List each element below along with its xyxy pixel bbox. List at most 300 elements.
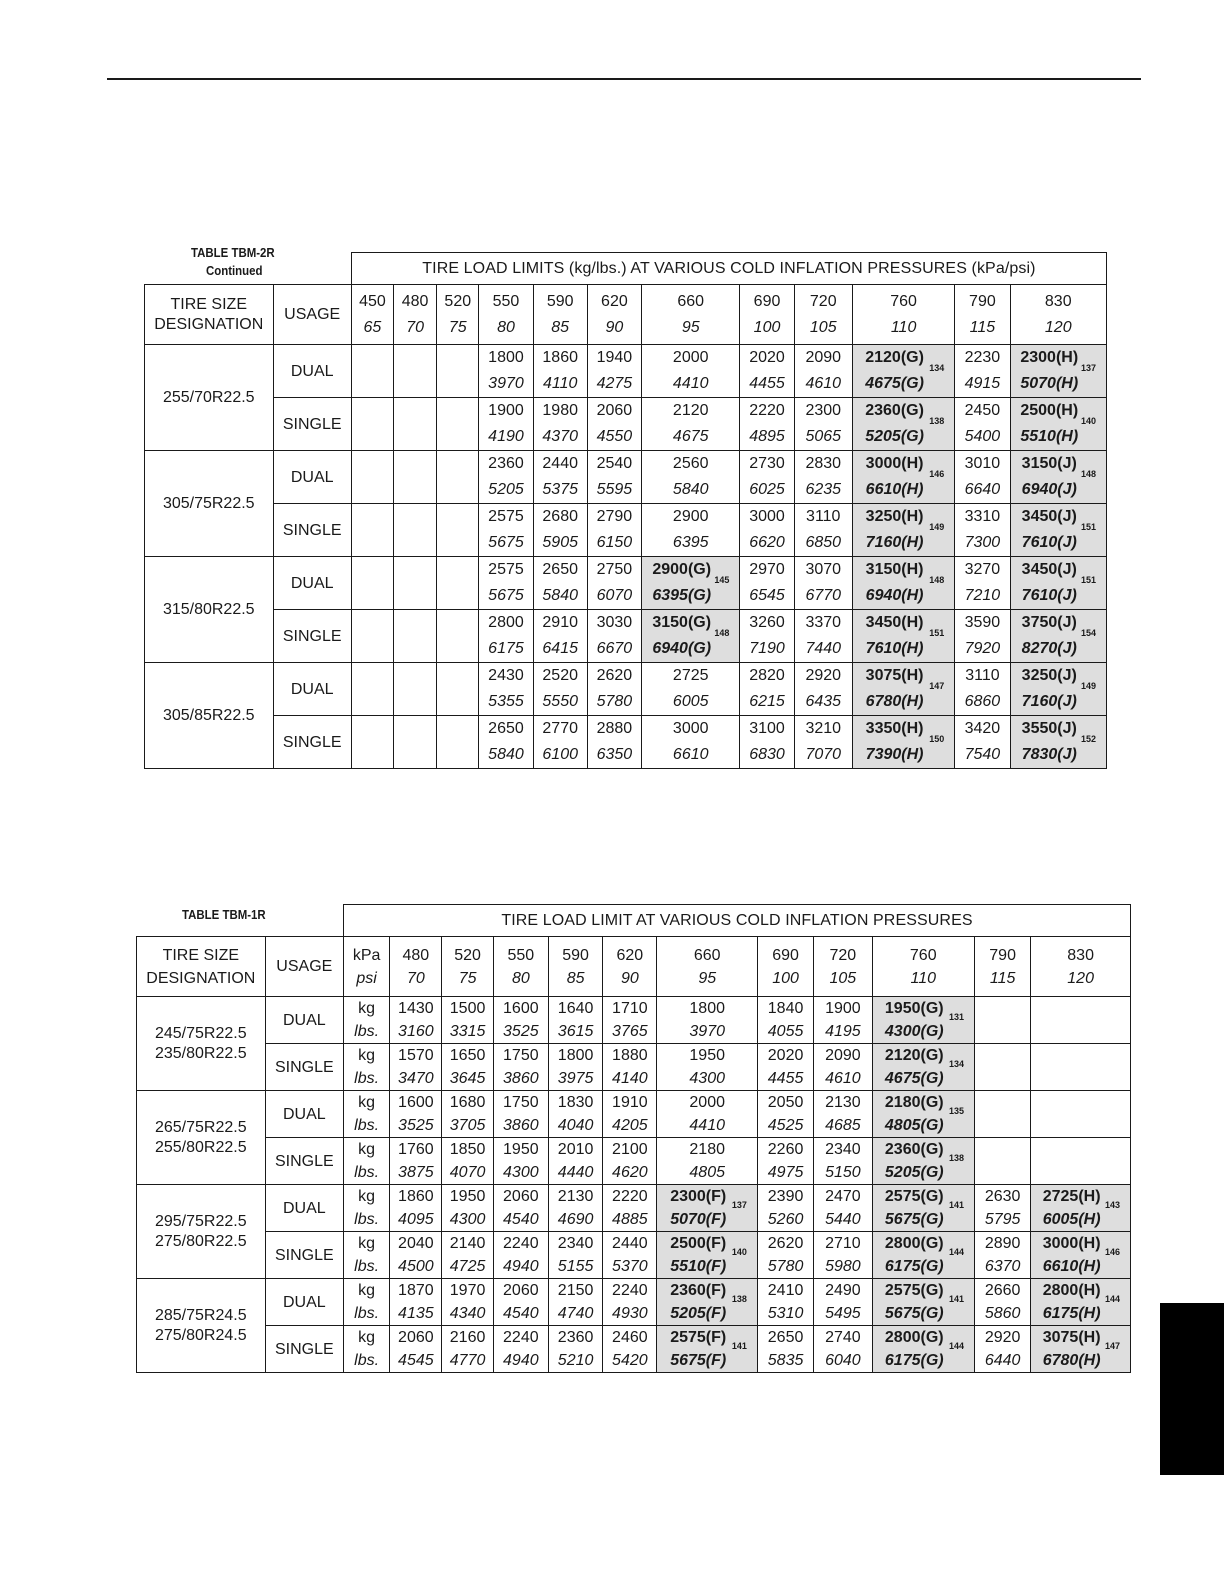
pressure-header: [1010, 285, 1106, 345]
load-cell: [548, 1091, 602, 1138]
load-kg: 2360(G): [865, 402, 924, 419]
load-kg: 3000(H): [1042, 1235, 1101, 1252]
section-thumb-tab: [1160, 1303, 1224, 1475]
load-kg: 2830: [805, 455, 842, 472]
load-kg: 2430: [488, 667, 524, 684]
load-kg: 3075(H): [865, 667, 924, 684]
load-lbs: 4095: [398, 1211, 434, 1228]
load-lbs: 4895: [749, 428, 785, 445]
load-cell: [852, 451, 954, 504]
load-kg: 1500: [449, 1000, 486, 1017]
load-kg: 1650: [449, 1047, 486, 1064]
load-lbs: 4545: [398, 1352, 434, 1369]
load-kg: 2050: [767, 1094, 804, 1111]
load-cell: [1031, 1091, 1131, 1138]
load-lbs: 5400: [964, 428, 1001, 445]
table-tbm2r: [144, 252, 1107, 769]
load-cell: [794, 504, 852, 557]
load-cell: [493, 1138, 548, 1185]
load-kg: 1900: [488, 402, 524, 419]
load-cell: [1031, 1232, 1131, 1279]
load-cell: [1010, 716, 1106, 769]
load-cell: [603, 1138, 657, 1185]
load-kg: 3450(H): [865, 614, 924, 631]
load-cell: [437, 716, 479, 769]
load-kg: 2740: [825, 1329, 861, 1346]
load-cell: [442, 1044, 493, 1091]
pressure-kpa: 760: [890, 292, 917, 310]
load-lbs: 5370: [612, 1258, 648, 1275]
load-cell: [1031, 1044, 1131, 1091]
tire-size-2: 255/80R22.5: [154, 1138, 247, 1156]
load-kg: 2575(F): [670, 1329, 727, 1346]
load-lbs: 6395: [672, 534, 709, 551]
load-cell: [642, 504, 740, 557]
load-kg: 2360(F): [670, 1282, 727, 1299]
load-lbs: 5065: [805, 428, 842, 445]
load-cell: [657, 1091, 757, 1138]
load-lbs: 4540: [503, 1305, 539, 1322]
load-lbs: 4940: [503, 1352, 539, 1369]
load-cell: [657, 1326, 757, 1373]
load-cell: [442, 1232, 493, 1279]
load-cell: [740, 557, 794, 610]
footnote-ref: 134: [929, 363, 945, 373]
load-lbs: 4940: [503, 1258, 539, 1275]
load-kg: 3250(J): [1021, 667, 1077, 684]
table-row: [137, 997, 1131, 1044]
pressure-kpa: 550: [492, 292, 520, 310]
load-kg: 1970: [449, 1282, 486, 1299]
load-lbs: 3525: [503, 1023, 539, 1040]
load-cell: [603, 1185, 657, 1232]
unit-cell: [344, 1326, 390, 1373]
tire-size-2: 275/80R24.5: [154, 1326, 247, 1344]
load-cell: [872, 1185, 974, 1232]
caption-line-2: Continued: [205, 263, 263, 278]
load-lbs: 3970: [488, 375, 524, 392]
load-cell: [548, 1279, 602, 1326]
unit-kg: kg: [358, 1094, 376, 1111]
load-kg: 3150(H): [865, 561, 924, 578]
usage-cell: DUAL: [265, 1091, 343, 1138]
load-kg: 2180(G): [884, 1094, 944, 1111]
load-cell: [974, 1279, 1030, 1326]
load-kg: 2090: [825, 1047, 861, 1064]
load-lbs: 4135: [398, 1305, 434, 1322]
unit-kg: kg: [358, 1188, 376, 1205]
load-kg: 1800: [689, 1000, 725, 1017]
load-kg: 3450(J): [1021, 508, 1077, 525]
load-kg: 2750: [596, 561, 633, 578]
load-lbs: 4620: [612, 1164, 648, 1181]
load-cell: [479, 557, 533, 610]
load-cell: [974, 1138, 1030, 1185]
usage-cell: DUAL: [265, 1185, 343, 1232]
load-lbs: 6780(H): [865, 693, 924, 710]
load-cell: [533, 451, 587, 504]
load-cell: [1031, 997, 1131, 1044]
load-kg: 2575: [488, 561, 524, 578]
load-lbs: 5070(H): [1020, 375, 1079, 392]
load-kg: 2490: [825, 1282, 861, 1299]
load-lbs: 6780(H): [1042, 1352, 1101, 1369]
load-cell: [642, 716, 740, 769]
load-lbs: 4195: [825, 1023, 861, 1040]
table-row: [137, 1279, 1131, 1326]
load-kg: 1940: [596, 349, 633, 366]
load-cell: [955, 504, 1010, 557]
load-cell: [814, 1138, 872, 1185]
load-kg: 2920: [805, 667, 842, 684]
pressure-psi: 85: [566, 969, 585, 987]
unit-cell: [344, 997, 390, 1044]
load-kg: 3210: [805, 720, 842, 737]
load-kg: 1600: [398, 1094, 434, 1111]
load-lbs: 4675(G): [884, 1070, 944, 1087]
pressure-psi: 75: [448, 318, 467, 336]
load-kg: 2725(H): [1042, 1188, 1101, 1205]
load-kg: 2650: [488, 720, 524, 737]
load-cell: [814, 997, 872, 1044]
pressure-kpa: 690: [772, 946, 799, 964]
pressure-header: [974, 937, 1030, 997]
load-lbs: 5780: [596, 693, 633, 710]
load-lbs: 5675: [488, 534, 524, 551]
load-cell: [351, 716, 393, 769]
load-cell: [394, 451, 437, 504]
load-cell: [442, 997, 493, 1044]
unit-lbs: lbs.: [354, 1117, 380, 1134]
load-lbs: 4070: [449, 1164, 486, 1181]
load-cell: [852, 398, 954, 451]
load-cell: [437, 345, 479, 398]
load-kg: 2020: [767, 1047, 804, 1064]
load-cell: [351, 504, 393, 557]
load-lbs: 4930: [612, 1305, 648, 1322]
load-kg: 2460: [612, 1329, 648, 1346]
load-lbs: 4275: [596, 375, 633, 392]
table-row: [137, 1138, 1131, 1185]
load-kg: 2520: [542, 667, 578, 684]
load-kg: 2900(G): [652, 561, 712, 578]
tire-size: 255/70R22.5: [145, 345, 274, 451]
footnote-ref: 138: [731, 1294, 747, 1304]
load-kg: 3370: [805, 614, 842, 631]
unit-lbs: lbs.: [354, 1305, 380, 1322]
size-designation-header: TIRE SIZE DESIGNATION: [145, 285, 274, 345]
load-kg: 2140: [449, 1235, 486, 1252]
load-cell: [437, 504, 479, 557]
load-cell: [442, 1279, 493, 1326]
table-row: [145, 504, 1107, 557]
load-lbs: 5675(G): [884, 1211, 944, 1228]
pressure-header: [1031, 937, 1131, 997]
load-cell: [394, 663, 437, 716]
load-cell: [1010, 504, 1106, 557]
load-cell: [479, 663, 533, 716]
load-kg: 2680: [542, 508, 578, 525]
load-cell: [548, 1232, 602, 1279]
load-cell: [642, 398, 740, 451]
load-kg: 1860: [398, 1188, 434, 1205]
unit-psi: psi: [356, 969, 377, 987]
pressure-kpa: 830: [1044, 292, 1072, 310]
load-cell: [852, 557, 954, 610]
load-cell: [642, 663, 740, 716]
load-kg: 2220: [749, 402, 785, 419]
load-lbs: 6370: [984, 1258, 1021, 1275]
load-cell: [657, 1044, 757, 1091]
load-cell: [587, 345, 641, 398]
load-kg: 2300(F): [670, 1188, 727, 1205]
load-cell: [657, 1279, 757, 1326]
unit-cell: [344, 1279, 390, 1326]
load-lbs: 4500: [398, 1258, 434, 1275]
load-kg: 2900: [672, 508, 709, 525]
load-lbs: 5840: [488, 746, 524, 763]
load-cell: [493, 1091, 548, 1138]
footnote-ref: 138: [948, 1153, 964, 1163]
footnote-ref: 140: [731, 1247, 747, 1257]
load-kg: 2725: [672, 667, 709, 684]
load-cell: [955, 451, 1010, 504]
load-kg: 2130: [557, 1188, 594, 1205]
load-cell: [351, 610, 393, 663]
unit-kg: kg: [358, 1141, 376, 1158]
load-cell: [548, 1044, 602, 1091]
load-cell: [351, 345, 393, 398]
load-kg: 1980: [542, 402, 578, 419]
load-kg: 1880: [612, 1047, 648, 1064]
load-kg: 2575(G): [884, 1282, 944, 1299]
load-cell: [394, 557, 437, 610]
load-cell: [493, 997, 548, 1044]
load-cell: [587, 716, 641, 769]
load-kg: 1850: [449, 1141, 486, 1158]
load-lbs: 4675: [672, 428, 709, 445]
load-lbs: 7610(J): [1021, 534, 1077, 551]
load-kg: 2300: [805, 402, 842, 419]
load-cell: [587, 451, 641, 504]
load-lbs: 5860: [984, 1305, 1021, 1322]
tire-size: [137, 1279, 266, 1373]
load-lbs: 3645: [449, 1070, 486, 1087]
load-lbs: 6940(J): [1021, 481, 1077, 498]
load-lbs: 4885: [612, 1211, 648, 1228]
footnote-ref: 140: [1080, 416, 1096, 426]
pressure-kpa: 720: [829, 946, 857, 964]
load-kg: 2910: [542, 614, 578, 631]
load-cell: [548, 1185, 602, 1232]
load-lbs: 5835: [767, 1352, 804, 1369]
load-cell: [814, 1091, 872, 1138]
usage-header: USAGE: [265, 937, 343, 997]
pressure-psi: 65: [363, 318, 382, 336]
load-cell: [1010, 663, 1106, 716]
load-lbs: 5070(F): [670, 1211, 727, 1228]
pressure-kpa: 660: [677, 292, 705, 310]
pressure-psi: 75: [458, 969, 477, 987]
table-row: [145, 451, 1107, 504]
load-kg: 2040: [398, 1235, 434, 1252]
pressure-header: [587, 285, 641, 345]
table-tbm1r: [136, 904, 1131, 1373]
load-lbs: 5840: [542, 587, 578, 604]
load-kg: 2390: [767, 1188, 804, 1205]
unit-kg: kg: [358, 1235, 376, 1252]
load-kg: 2630: [984, 1188, 1021, 1205]
load-kg: 2620: [596, 667, 633, 684]
table-row: [137, 1326, 1131, 1373]
load-lbs: 5205(G): [884, 1164, 944, 1181]
footnote-ref: 148: [714, 628, 730, 638]
unit-cell: [344, 1091, 390, 1138]
load-kg: 1750: [503, 1047, 539, 1064]
table-row: [145, 610, 1107, 663]
load-kg: 1640: [557, 1000, 594, 1017]
load-kg: 2730: [749, 455, 785, 472]
load-lbs: 6640: [964, 481, 1001, 498]
load-lbs: 6435: [805, 693, 842, 710]
load-cell: [479, 610, 533, 663]
load-lbs: 6235: [805, 481, 842, 498]
load-lbs: 5150: [825, 1164, 861, 1181]
load-lbs: 4110: [542, 375, 578, 392]
load-kg: 3150(J): [1021, 455, 1077, 472]
load-cell: [479, 451, 533, 504]
table-row: [145, 663, 1107, 716]
load-lbs: 4440: [557, 1164, 594, 1181]
footnote-ref: 144: [948, 1341, 964, 1351]
load-kg: 2790: [596, 508, 633, 525]
tire-size-2: 235/80R22.5: [154, 1044, 247, 1062]
load-kg: 2620: [767, 1235, 804, 1252]
pressure-psi: 110: [890, 318, 917, 336]
unit-lbs: lbs.: [354, 1352, 380, 1369]
pressure-header: [794, 285, 852, 345]
load-lbs: 7390(H): [865, 746, 924, 763]
load-lbs: 6350: [596, 746, 633, 763]
load-lbs: 5510(F): [670, 1258, 727, 1275]
load-cell: [587, 610, 641, 663]
pressure-kpa: 620: [601, 292, 628, 310]
pressure-header: [437, 285, 479, 345]
load-kg: 2340: [557, 1235, 594, 1252]
load-lbs: 5980: [825, 1258, 861, 1275]
load-kg: 1870: [398, 1282, 434, 1299]
load-cell: [603, 1044, 657, 1091]
load-cell: [1031, 1279, 1131, 1326]
load-cell: [974, 1185, 1030, 1232]
load-lbs: 7920: [964, 640, 1001, 657]
load-cell: [603, 1232, 657, 1279]
load-cell: [437, 610, 479, 663]
load-kg: 2440: [542, 455, 578, 472]
load-cell: [533, 610, 587, 663]
pressure-psi: 100: [753, 318, 781, 336]
load-kg: 2890: [984, 1235, 1021, 1252]
load-lbs: 6545: [749, 587, 785, 604]
pressure-psi: 110: [910, 969, 936, 987]
load-kg: 2000: [689, 1094, 725, 1111]
load-cell: [1010, 451, 1106, 504]
load-kg: 3590: [964, 614, 1001, 631]
load-kg: 1800: [557, 1047, 594, 1064]
load-cell: [794, 716, 852, 769]
load-lbs: 6610(H): [1042, 1258, 1101, 1275]
load-lbs: 5205(G): [865, 428, 924, 445]
load-lbs: 3160: [398, 1023, 434, 1040]
load-cell: [533, 504, 587, 557]
load-cell: [442, 1326, 493, 1373]
load-lbs: 7190: [749, 640, 785, 657]
footnote-ref: 150: [929, 734, 945, 744]
load-cell: [394, 504, 437, 557]
load-kg: 2100: [612, 1141, 648, 1158]
pressure-psi: 90: [620, 969, 639, 987]
unit-lbs: lbs.: [354, 1070, 380, 1087]
load-lbs: 4410: [672, 375, 709, 392]
load-kg: 1600: [503, 1000, 539, 1017]
load-cell: [657, 1185, 757, 1232]
load-kg: 3110: [965, 667, 1000, 684]
load-cell: [390, 1138, 442, 1185]
load-kg: 2240: [503, 1329, 539, 1346]
load-cell: [794, 398, 852, 451]
load-lbs: 3315: [449, 1023, 486, 1040]
load-lbs: 4300: [503, 1164, 539, 1181]
unit-kg: kg: [358, 1282, 376, 1299]
load-cell: [872, 1232, 974, 1279]
pressure-psi: 120: [1044, 318, 1072, 336]
usage-cell: DUAL: [265, 1279, 343, 1326]
usage-header: USAGE: [273, 285, 351, 345]
load-cell: [603, 1091, 657, 1138]
load-lbs: 5375: [542, 481, 578, 498]
header-rule: [107, 78, 1141, 80]
load-cell: [1031, 1138, 1131, 1185]
load-cell: [974, 1044, 1030, 1091]
footnote-ref: 131: [948, 1012, 964, 1022]
footnote-ref: 144: [1104, 1294, 1120, 1304]
load-kg: 2450: [964, 402, 1001, 419]
footnote-ref: 146: [929, 469, 945, 479]
load-lbs: 4805(G): [884, 1117, 944, 1134]
load-kg: 3000: [672, 720, 709, 737]
footnote-ref: 154: [1080, 628, 1096, 638]
load-cell: [394, 610, 437, 663]
unit-lbs: lbs.: [354, 1023, 380, 1040]
load-lbs: 5780: [767, 1258, 804, 1275]
load-cell: [351, 451, 393, 504]
load-cell: [493, 1326, 548, 1373]
usage-cell: SINGLE: [273, 504, 351, 557]
tire-size-1: 265/75R22.5: [154, 1118, 247, 1136]
pressure-kpa: 690: [753, 292, 781, 310]
load-lbs: 3860: [503, 1117, 539, 1134]
table-row: [137, 1185, 1131, 1232]
footnote-ref: 148: [1080, 469, 1096, 479]
footnote-ref: 152: [1080, 734, 1096, 744]
pressure-kpa: 520: [454, 946, 481, 964]
load-lbs: 6670: [596, 640, 633, 657]
load-kg: 1950(G): [884, 1000, 944, 1017]
load-lbs: 3615: [557, 1023, 594, 1040]
footnote-ref: 151: [929, 628, 945, 638]
unit-kpa: kPa: [352, 946, 381, 964]
load-cell: [642, 451, 740, 504]
